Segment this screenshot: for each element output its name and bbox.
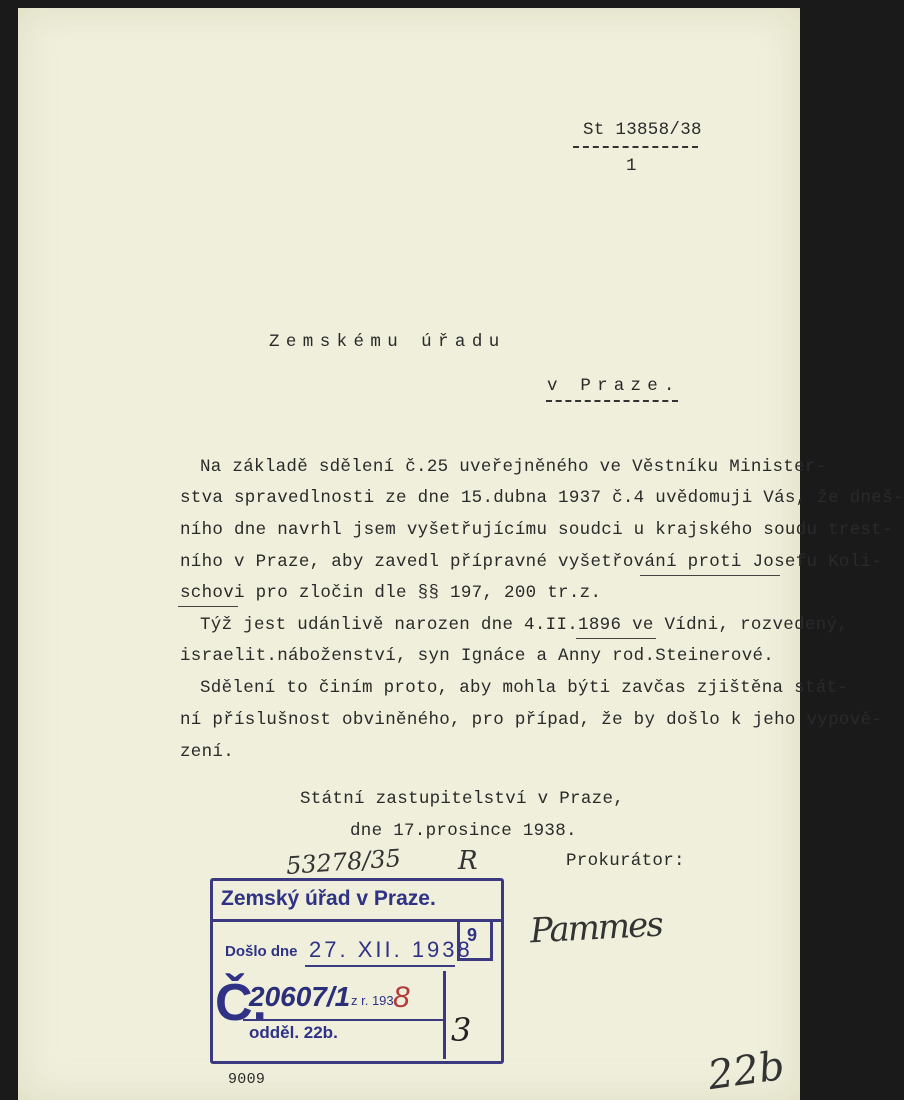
body-line-8: Sdělení to činím proto, aby mohla býti zavčas zjištěna stát- [200, 678, 849, 698]
handwritten-signature: Pammes [529, 904, 663, 952]
name-underline-1 [640, 575, 780, 576]
stamp-hand-number: 3 [451, 1011, 472, 1049]
body-line-1: Na základě sdělení č.25 uveřejněného ve Věstníku Minister- [200, 457, 827, 477]
closing-office: Státní zastupitelství v Praze, [300, 789, 625, 809]
addressee-line-1: Zemskému úřadu [269, 332, 506, 352]
birthplace-underline [576, 638, 656, 639]
stamp-case-number: 20607/1 [249, 981, 351, 1012]
handwritten-initial: R [458, 846, 478, 876]
reference-number: St 13858/38 [583, 120, 702, 140]
bottom-number: 9009 [228, 1071, 266, 1088]
stamp-case-line [243, 1019, 443, 1021]
stamp-box-number: 9 [467, 925, 478, 945]
stamp-department: odděl. 22b. [249, 1023, 338, 1042]
stamp-received-date: 27. XII. 1938 [309, 937, 473, 962]
addressee-underline [546, 400, 678, 402]
handwritten-file-number: 53278/35 [285, 844, 402, 880]
body-line-6: Týž jest udánlivě narozen dne 4.II.1896 ve Vídni, rozvedený, [200, 615, 849, 635]
stamp-received-label: Došlo dne [225, 943, 298, 960]
body-line-3: ního dne navrhl jsem vyšetřujícímu soudci u krajského soudu trest- [180, 520, 893, 540]
closing-date: dne 17.prosince 1938. [350, 821, 577, 841]
body-line-2: stva spravedlnosti ze dne 15.dubna 1937 č.4 uvědomuji Vás, že dneš- [180, 488, 904, 508]
body-line-4: ního v Praze, aby zavedl přípravné vyšetřování proti Josefu Koli- [180, 552, 883, 572]
stamp-c-letter: Č. [215, 974, 267, 1032]
body-line-9: ní příslušnost obviněného, pro případ, že by došlo k jeho vypově- [180, 710, 883, 730]
stamp-year-label: z r. 193 [351, 993, 394, 1008]
reference-divider [573, 146, 698, 148]
stamp-red-digit: 8 [393, 981, 410, 1014]
signatory-title: Prokurátor: [566, 851, 685, 871]
addressee-line-2: v Praze. [547, 376, 681, 396]
body-line-7: israelit.náboženství, syn Ignáce a Anny rod.Steinerové. [180, 646, 775, 666]
stamp-vertical-divider [443, 971, 446, 1059]
handwritten-corner-mark: 22b [705, 1042, 788, 1100]
name-underline-2 [178, 606, 238, 607]
document-page [18, 8, 904, 1100]
body-line-10: zení. [180, 742, 235, 762]
reference-sub-number: 1 [626, 156, 637, 176]
stamp-date-line [305, 965, 455, 967]
body-line-5: schovi pro zločin dle §§ 197, 200 tr.z. [180, 583, 602, 603]
stamp-title: Zemský úřad v Praze. [221, 887, 436, 910]
registry-stamp [210, 878, 504, 1064]
